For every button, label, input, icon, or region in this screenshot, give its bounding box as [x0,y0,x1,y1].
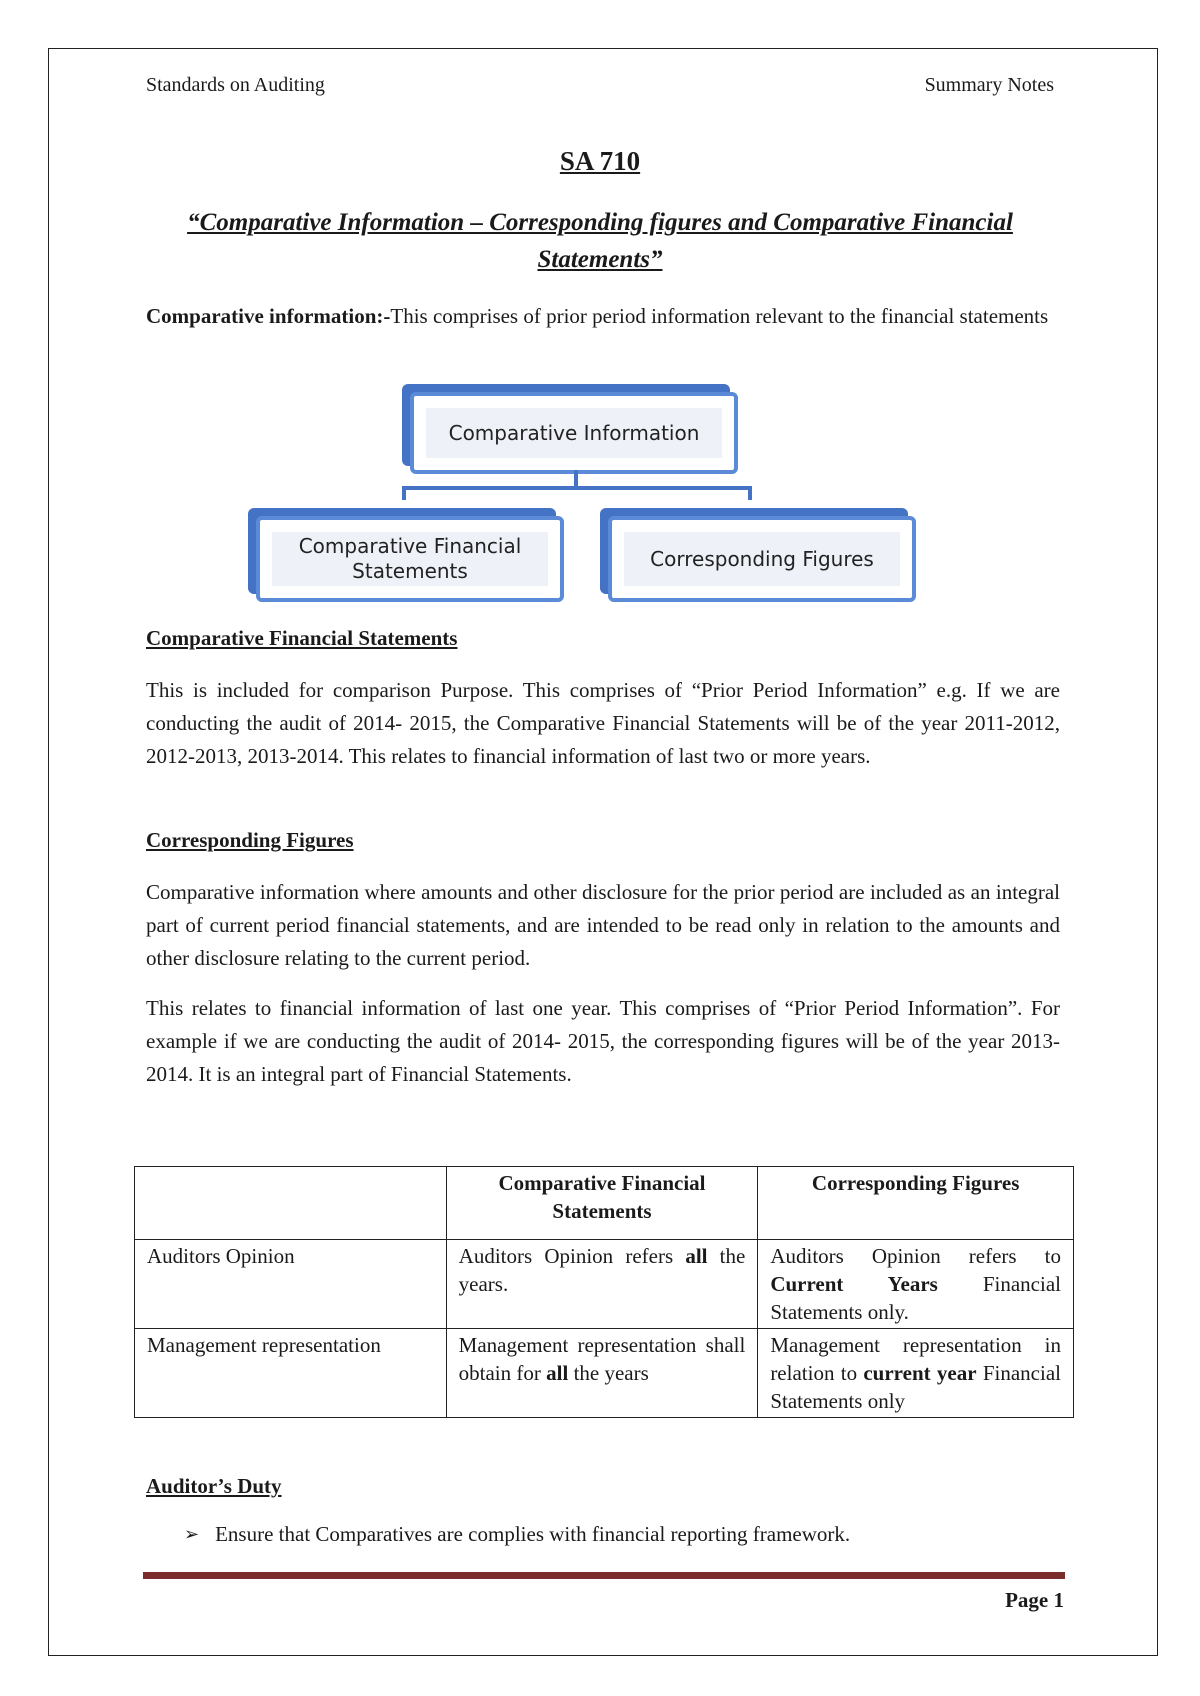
table-cell: Auditors Opinion refers all the years. [446,1240,758,1329]
comparative-information-diagram [240,384,930,604]
table-header-cell: Corresponding Figures [758,1167,1074,1240]
diagram-root-label: Comparative Information [448,420,700,445]
intro-text: This comprises of prior period information relevant to the financial statements [390,304,1049,328]
table-cell: Auditors Opinion refers to Current Years Financial Statements only. [758,1240,1074,1329]
duty-bullet-text: Ensure that Comparatives are complies with financial reporting framework. [215,1522,851,1546]
diagram-right-box [608,516,916,602]
diagram-right-label: Corresponding Figures [650,546,874,571]
cf-paragraph-1: Comparative information where amounts and other disclosure for the prior period are included as an integral part of current period financial statements, and are intended to be read only in relation to the amounts and other disclosure relating to the current period. [146,880,1060,970]
intro-paragraph [146,300,1060,333]
table-header-row [135,1167,1074,1240]
cfs-heading: Comparative Financial Statements [146,626,458,650]
comparison-table [134,1166,1074,1418]
table-cell: Management representation in relation to current year Financial Statements only [758,1329,1074,1418]
page-number: Page 1 [1005,1588,1064,1612]
header-left: Standards on Auditing [146,74,325,96]
footer-rule [143,1572,1065,1579]
duty-bullet-item [184,1522,850,1547]
duty-heading: Auditor’s Duty [146,1474,282,1498]
diagram-connector-bar [402,486,752,490]
table-row [135,1240,1074,1329]
cf-paragraph-2: This relates to financial information of last one year. This comprises of “Prior Period Information”. For example if we are conducting the audit of 2014- 2015, the corresponding figures will be of the year 2013-2014. It is an integral part of Financial Statements. [146,996,1060,1086]
arrow-bullet-icon: ➢ [184,1524,200,1545]
diagram-left-label: Comparative Financial Statements [298,534,522,583]
table-row [135,1329,1074,1418]
table-row-label: Auditors Opinion [135,1240,447,1329]
table-header-cell: Comparative Financial Statements [446,1167,758,1240]
document-subtitle: “Comparative Information – Corresponding figures and Comparative Financial Statements” [187,209,1013,273]
cfs-paragraph: This is included for comparison Purpose. This comprises of “Prior Period Information” e.g. If we are conducting the audit of 2014- 2015, the Comparative Financial Statements will be of the year 2011-2012, 2012-2013, 2013-2014. This relates to financial information of last two or more years. [146,678,1060,768]
table-cell: Management representation shall obtain for all the years [446,1329,758,1418]
diagram-connector-right [748,486,752,500]
document-title: SA 710 [559,146,641,176]
diagram-connector-left [402,486,406,500]
table-header-cell [135,1167,447,1240]
header-right: Summary Notes [924,74,1054,96]
diagram-root-box [410,392,738,474]
intro-term: Comparative information:- [146,304,391,328]
table-row-label: Management representation [135,1329,447,1418]
cf-heading: Corresponding Figures [146,828,354,852]
diagram-left-box [256,516,564,602]
